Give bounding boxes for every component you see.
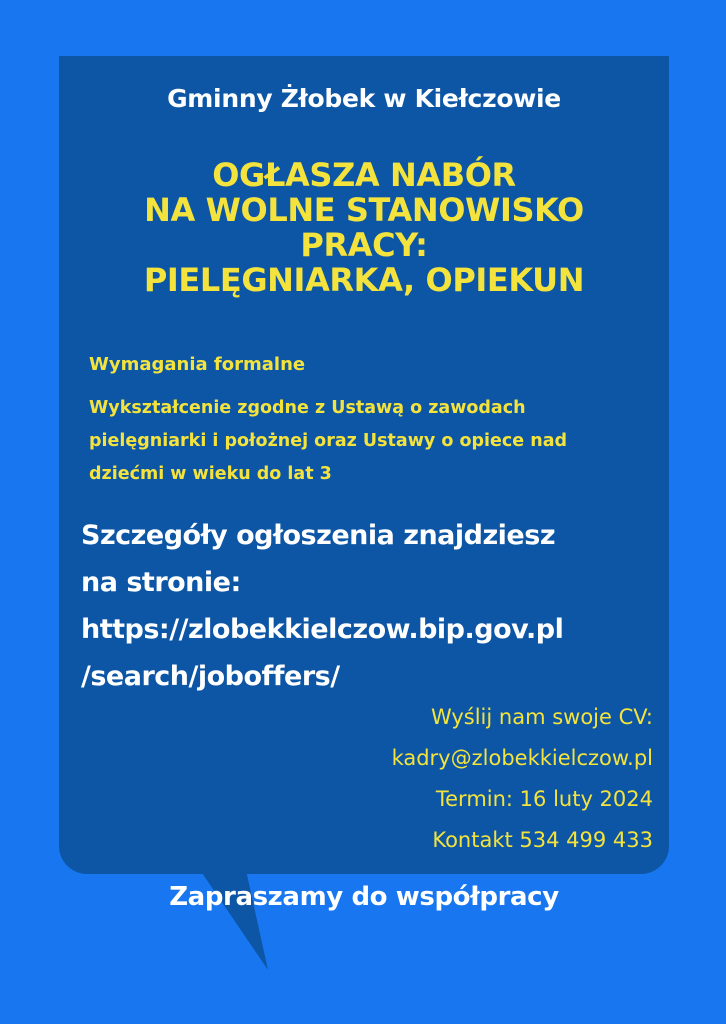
- headline-line-1: OGŁASZA NABÓR: [212, 156, 516, 194]
- contact-block: [392, 697, 653, 861]
- requirements-line-1: Wykształcenie zgodne z Ustawą o zawodach: [89, 398, 526, 418]
- contact-email: kadry@zlobekkielczow.pl: [391, 746, 653, 770]
- cv-label: Wyślij nam swoje CV:: [430, 705, 653, 729]
- job-offers-url-line-2: /search/joboffers/: [81, 661, 340, 692]
- contact-phone: Kontakt 534 499 433: [432, 828, 653, 852]
- details-line-1: Szczegóły ogłoszenia znajdziesz: [81, 520, 556, 551]
- headline-line-4: PIELĘGNIARKA, OPIEKUN: [143, 261, 585, 299]
- requirements-text: [89, 392, 659, 491]
- job-offers-url-line-1: https://zlobekkielczow.bip.gov.pl: [81, 614, 564, 645]
- footer-invitation: Zapraszamy do współpracy: [169, 882, 559, 912]
- organization-name: Gminny Żłobek w Kiełczowie: [167, 84, 561, 113]
- headline-line-2: NA WOLNE STANOWISKO: [144, 191, 584, 229]
- requirements-title: Wymagania formalne: [89, 354, 306, 375]
- headline: [59, 158, 669, 298]
- details-text: [81, 512, 671, 700]
- requirements-line-3: dziećmi w wieku do lat 3: [89, 464, 332, 484]
- requirements-line-2: pielęgniarki i położnej oraz Ustawy o opiece nad: [89, 431, 568, 451]
- details-line-2: na stronie:: [81, 567, 241, 598]
- headline-line-3: PRACY:: [300, 226, 428, 264]
- application-deadline: Termin: 16 luty 2024: [435, 787, 653, 811]
